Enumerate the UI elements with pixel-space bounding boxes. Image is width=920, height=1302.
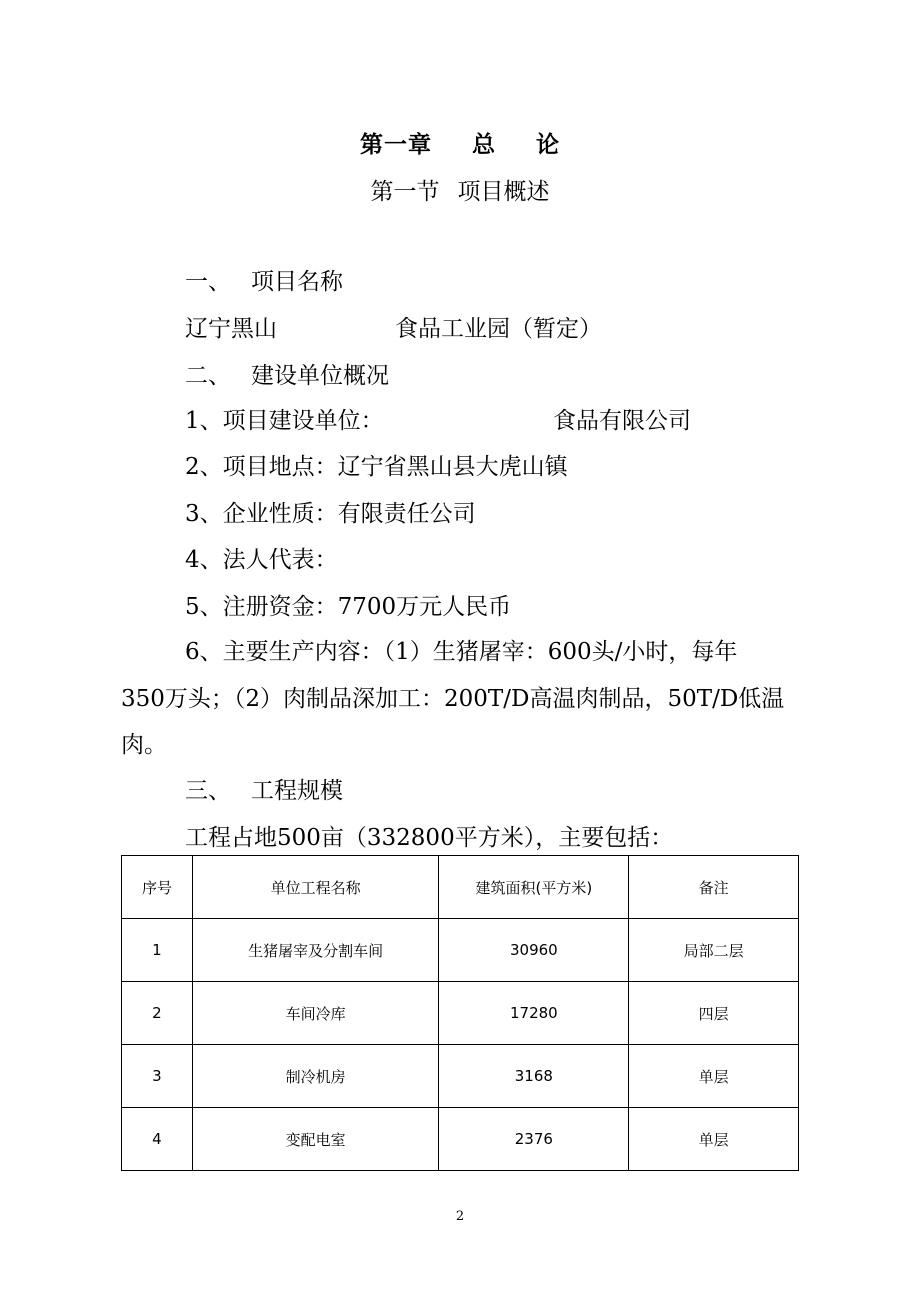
- header-notes: 备注: [629, 856, 799, 919]
- project-name-a: 辽宁黑山: [185, 316, 277, 342]
- production-line-2: 350万头；（2）肉制品深加工：200T/D高温肉制品，50T/D低温: [121, 686, 785, 712]
- table-row: [122, 982, 799, 1045]
- rep-line: 4、法人代表：: [185, 547, 338, 573]
- production-line-1: 6、主要生产内容：（1）生猪屠宰：600头/小时，每年: [185, 639, 738, 665]
- heading-text: 工程规模: [251, 778, 343, 804]
- cell-area: 17280: [439, 982, 629, 1045]
- project-table: [121, 855, 799, 1171]
- chapter-word-1: 总: [472, 131, 496, 158]
- heading-text: 项目名称: [251, 269, 343, 295]
- cell-notes: 局部二层: [629, 919, 799, 982]
- cell-notes: 单层: [629, 1045, 799, 1108]
- production-line-3: 肉。: [121, 732, 167, 758]
- project-name-b: 食品工业园（暂定）: [395, 316, 602, 342]
- heading-project-name: [185, 267, 343, 297]
- heading-text: 建设单位概况: [251, 363, 389, 389]
- page-number: 2: [455, 1209, 465, 1224]
- chapter-title: [0, 126, 920, 159]
- header-seq: 序号: [122, 856, 193, 919]
- cell-name: 车间冷库: [192, 982, 439, 1045]
- heading-company-overview: [185, 361, 389, 391]
- chapter-number: 第一章: [360, 131, 432, 158]
- unit-value: 食品有限公司: [553, 408, 691, 434]
- cell-seq: 1: [122, 919, 193, 982]
- header-area: 建筑面积(平方米): [439, 856, 629, 919]
- chapter-word-2: 论: [536, 131, 560, 158]
- cell-area: 2376: [439, 1108, 629, 1171]
- heading-number: 三、: [185, 778, 231, 804]
- header-name: 单位工程名称: [192, 856, 439, 919]
- cell-area: 30960: [439, 919, 629, 982]
- cell-notes: 单层: [629, 1108, 799, 1171]
- heading-scale: [185, 776, 343, 806]
- table-header-row: [122, 856, 799, 919]
- unit-label: 1、项目建设单位：: [185, 408, 384, 434]
- table-row: [122, 1108, 799, 1171]
- scale-intro: 工程占地500亩（332800平方米），主要包括：: [185, 825, 674, 851]
- cell-name: 制冷机房: [192, 1045, 439, 1108]
- cell-notes: 四层: [629, 982, 799, 1045]
- cell-seq: 3: [122, 1045, 193, 1108]
- nature-line: 3、企业性质：有限责任公司: [185, 501, 476, 527]
- cell-name: 变配电室: [192, 1108, 439, 1171]
- cell-seq: 4: [122, 1108, 193, 1171]
- cell-seq: 2: [122, 982, 193, 1045]
- table-row: [122, 919, 799, 982]
- section-name: 项目概述: [457, 179, 550, 205]
- cell-name: 生猪屠宰及分割车间: [192, 919, 439, 982]
- heading-number: 一、: [185, 269, 231, 295]
- capital-line: 5、注册资金：7700万元人民币: [185, 594, 512, 620]
- location-line: 2、项目地点：辽宁省黑山县大虎山镇: [185, 454, 568, 480]
- cell-area: 3168: [439, 1045, 629, 1108]
- heading-number: 二、: [185, 363, 231, 389]
- section-number: 第一节: [370, 179, 440, 205]
- section-title: [0, 173, 920, 206]
- table-row: [122, 1045, 799, 1108]
